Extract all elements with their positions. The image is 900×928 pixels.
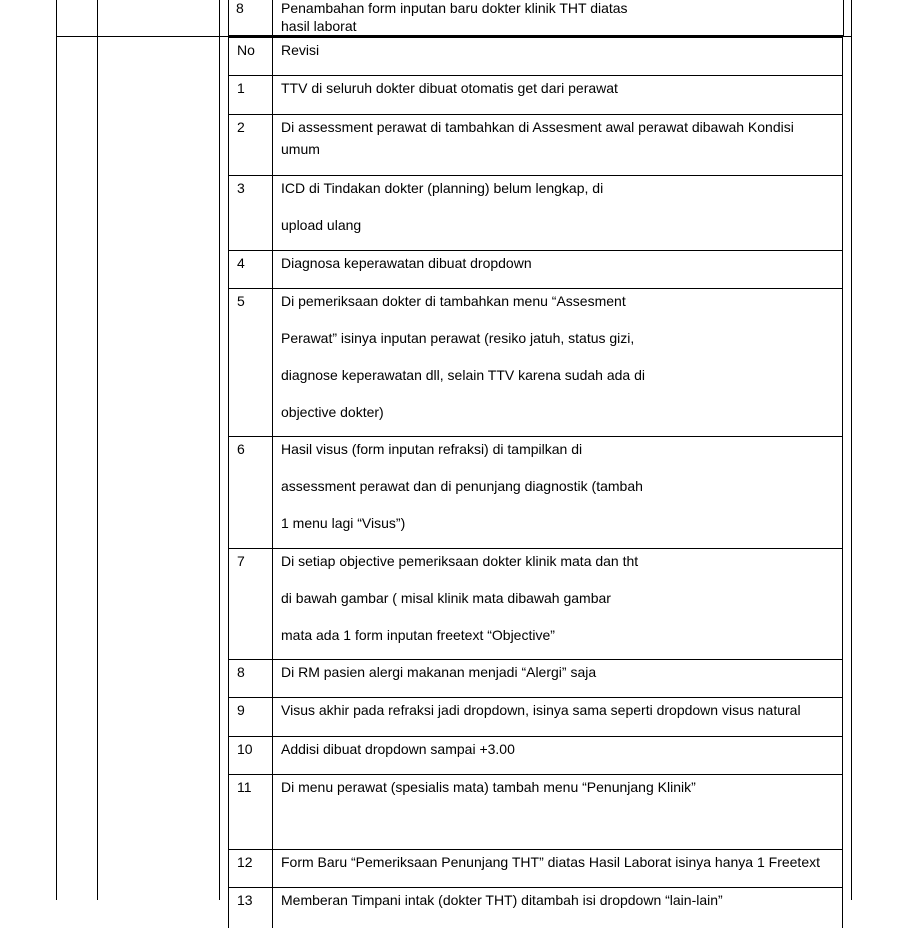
row-number: 4 — [228, 251, 272, 288]
row-number: 10 — [228, 737, 272, 774]
row-number: 6 — [228, 437, 272, 548]
row-line: Di RM pasien alergi makanan menjadi “Alergi” saja — [281, 664, 597, 680]
row-number: 2 — [228, 115, 272, 175]
row-line: Memberan Timpani intak (dokter THT) ditambah isi dropdown “lain-lain” — [281, 892, 723, 908]
prev-row-text-line-1: Penambahan form inputan baru dokter klinik THT diatas — [281, 0, 628, 16]
table-row — [228, 250, 843, 288]
row-text — [272, 437, 843, 548]
row-line: TTV di seluruh dokter dibuat otomatis get dari perawat — [281, 80, 618, 96]
outer-table-border-right — [851, 0, 852, 900]
table-row — [228, 736, 843, 774]
row-number: 8 — [228, 660, 272, 697]
table-row — [228, 114, 843, 175]
row-number: 5 — [228, 289, 272, 436]
prev-row-col-divider — [272, 0, 273, 37]
row-text — [272, 549, 843, 659]
row-line: Perawat” isinya inputan perawat (resiko jatuh, status gizi, — [281, 330, 635, 346]
prev-row-number: 8 — [236, 0, 244, 16]
table-row — [228, 887, 843, 928]
row-line: assessment perawat dan di penunjang diagnostik (tambah — [281, 478, 643, 494]
row-number: 3 — [228, 176, 272, 250]
row-number: 11 — [228, 775, 272, 849]
row-line: Di pemeriksaan dokter di tambahkan menu “Assesment — [281, 293, 626, 309]
row-line: di bawah gambar ( misal klinik mata dibawah gambar — [281, 590, 611, 606]
row-line: Di assessment perawat di tambahkan di Assesment awal perawat dibawah Kondisi — [281, 119, 794, 135]
table-row — [228, 849, 843, 887]
revision-table — [228, 37, 843, 928]
header-no: No — [228, 38, 272, 75]
row-line: Form Baru “Pemeriksaan Penunjang THT” diatas Hasil Laborat isinya hanya 1 Freetext — [281, 854, 820, 870]
row-line: Diagnosa keperawatan dibuat dropdown — [281, 255, 532, 271]
row-number: 9 — [228, 698, 272, 736]
row-line: upload ulang — [281, 217, 362, 233]
header-revisi: Revisi — [272, 38, 843, 75]
table-row — [228, 774, 843, 849]
row-text — [272, 251, 843, 288]
row-line: mata ada 1 form inputan freetext “Objective” — [281, 627, 555, 643]
row-text — [272, 660, 843, 697]
prev-row-border-right — [843, 0, 844, 37]
revision-table-header — [228, 37, 843, 75]
row-text — [272, 698, 843, 736]
table-row — [228, 697, 843, 736]
row-text — [272, 888, 843, 928]
row-number: 7 — [228, 549, 272, 659]
row-number: 13 — [228, 888, 272, 928]
row-text — [272, 76, 843, 114]
row-text — [272, 176, 843, 250]
row-line: ICD di Tindakan dokter (planning) belum lengkap, di — [281, 180, 604, 196]
row-line: 1 menu lagi “Visus”) — [281, 515, 406, 531]
table-row — [228, 548, 843, 659]
row-line: objective dokter) — [281, 404, 384, 420]
prev-row-text-line-2: hasil laborat — [281, 18, 357, 34]
outer-table-border-left — [56, 0, 57, 900]
row-text — [272, 737, 843, 774]
row-line: Di setiap objective pemeriksaan dokter klinik mata dan tht — [281, 553, 639, 569]
table-row — [228, 436, 843, 548]
row-line: diagnose keperawatan dll, selain TTV karena sudah ada di — [281, 367, 645, 383]
row-line: Hasil visus (form inputan refraksi) di tampilkan di — [281, 441, 583, 457]
row-line: umum — [281, 141, 320, 157]
table-row — [228, 175, 843, 250]
row-text — [272, 289, 843, 436]
outer-table-col-divider-2 — [219, 0, 220, 900]
table-row — [228, 75, 843, 114]
prev-row-border-left — [228, 0, 229, 37]
row-line: Addisi dibuat dropdown sampai +3.00 — [281, 741, 515, 757]
outer-table-col-divider-1 — [97, 0, 98, 900]
row-number: 1 — [228, 76, 272, 114]
row-line: Di menu perawat (spesialis mata) tambah menu “Penunjang Klinik” — [281, 779, 696, 795]
row-line: Visus akhir pada refraksi jadi dropdown, isinya sama seperti dropdown visus natural — [281, 702, 801, 718]
row-text — [272, 850, 843, 887]
table-row — [228, 288, 843, 436]
row-text — [272, 115, 843, 175]
table-row — [228, 659, 843, 697]
row-number: 12 — [228, 850, 272, 887]
row-text — [272, 775, 843, 849]
